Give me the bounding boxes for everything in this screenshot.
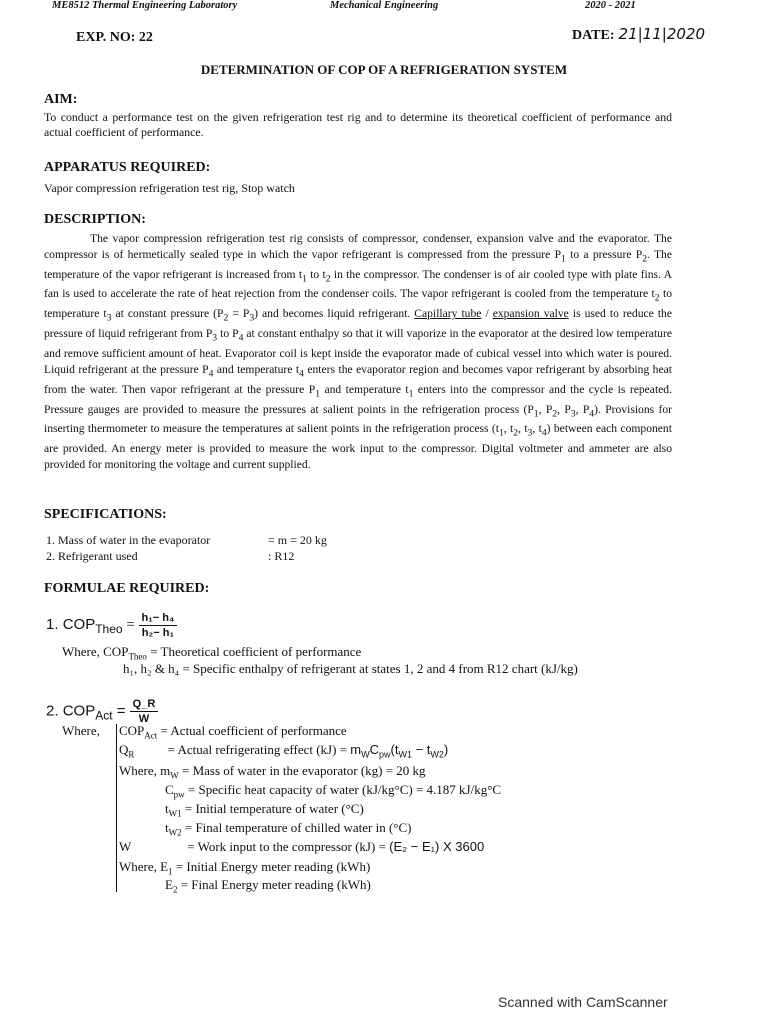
experiment-number <box>76 30 153 46</box>
date-label: DATE: <box>572 28 615 43</box>
def-cop-act: $COP_{Act}$ = Actual coefficient of performance <box>119 723 347 741</box>
def-tw2: $t_{W2}$ = Final temperature of chilled water in (°C) <box>165 820 412 838</box>
def-work-input: W = Work input to the compressor (kJ) = (E₂ − E₁) X 3600 <box>119 839 485 854</box>
def-cpw: $C_{pw}$ = Specific heat capacity of water (kJ/kg°C) = 4.187 kJ/kg°C <box>165 782 502 800</box>
apparatus-heading: APPARATUS REQUIRED: <box>44 160 211 175</box>
where-bracket-line <box>116 724 117 892</box>
description-text: The vapor compression refrigeration test rig consists of compressor, condenser, expansion valve and the evaporator. The compressor is of hermetically sealed type in which the vapor refrigerant is compressed from the pressure $P_1$ to a pressure $P_2$. The temperature of the vapor refrigerant is increased from $t_1$ to $t_2$ in the compressor. The condenser is of air cooled type with plate fins. A fan is used to accelerate the rate of heat rejection from the condenser coils. The vapor refrigerant is cooled from the temperature $t_2$ to temperature $t_3$ at constant pressure $(P_2 = P_3)$ and becomes liquid refrigerant. Capillary tube / expansion valve is used to reduce the pressure of liquid refrigerant from $P_3$ to $P_4$ at constant enthalpy so that it will vaporize in the evaporator at the desired low temperature and remove sufficient amount of heat. Evaporator coil is kept inside the evaporator made of cubical vessel into which water is poured. Liquid refrigerant at the pressure $P_4$ and temperature $t_4$ enters the evaporator region and becomes vapor refrigerant by absorbing heat from the water. Then vapor refrigerant at the pressure $P_1$ and temperature $t_1$ enters into the compressor and the cycle is repeated. Pressure gauges are provided to measure the pressures at salient points in the refrigeration process ($P_1$, $P_2$, $P_3$, $P_4$). Provisions for inserting thermometer to measure the temperatures at salient points in the refrigeration process ($t_1$, $t_2$, $t_3$, $t_4$) between each component are provided. An energy meter is provided to measure the work input to the compressor. Digital voltmeter and ammeter are also provided for monitoring the voltage and current supplied. <box>44 232 673 471</box>
spec-item-refrigerant: 2. Refrigerant used : R12 <box>46 549 295 563</box>
header-department: Mechanical Engineering <box>330 0 439 11</box>
def-e1: Where, $E_1$ = Initial Energy meter reading (kWh) <box>119 859 371 877</box>
def-mass-water: Where, $m_W$ = Mass of water in the evaporator (kg) = 20 kg <box>119 763 426 781</box>
def-tw1: $t_{W1}$ = Initial temperature of water (°C) <box>165 801 364 819</box>
fraction-act: $\frac{Q\_R}{W}$ <box>130 698 159 725</box>
exp-label: EXP. NO: <box>76 30 136 45</box>
date-value: 21|11|2020 <box>618 25 705 43</box>
def-e2: $E_2$ = Final Energy meter reading (kWh) <box>165 877 371 895</box>
capillary-tube-link: Capillary tube <box>414 307 482 321</box>
aim-heading: AIM: <box>44 92 78 107</box>
formula-cop-theoretical: 1. $COP_{Theo}$ = $\frac{\text{h₁− h₄}}{\text{h₂− h₁}}$ <box>46 612 177 639</box>
expansion-valve-link: expansion valve <box>492 307 569 321</box>
def-where-label: Where, <box>62 723 100 738</box>
specifications-heading: SPECIFICATIONS: <box>44 507 167 522</box>
header-course: ME8512 Thermal Engineering Laboratory <box>52 0 238 11</box>
formula-theo-where: Where, $COP_{Theo}$ = Theoretical coefficient of performance <box>62 644 362 662</box>
page-title: DETERMINATION OF COP OF A REFRIGERATION SYSTEM <box>200 62 568 77</box>
scanner-watermark: Scanned with CamScanner <box>498 994 668 1010</box>
exp-value: 22 <box>138 30 153 45</box>
header-year: 2020 - 2021 <box>585 0 636 11</box>
formulae-heading: FORMULAE REQUIRED: <box>44 581 210 596</box>
apparatus-text: Vapor compression refrigeration test rig, Stop watch <box>44 181 295 195</box>
formula-theo-enthalpy: h₁, h₂ & h₄ = Specific enthalpy of refrigerant at states 1, 2 and 4 from R12 chart (kJ/kg) <box>123 661 578 676</box>
def-qr: $Q_R$ = Actual refrigerating effect $(kJ) = m_WC_{pw}(t_{W1} - t_{W2})$ <box>119 742 449 760</box>
description-heading: DESCRIPTION: <box>44 212 146 227</box>
fraction-theo: $\frac{\text{h₁− h₄}}{\text{h₂− h₁}}$ <box>139 612 178 639</box>
formula-cop-actual: 2. $COP_{Act}$ = $\frac{Q\_R}{W}$ <box>46 698 158 725</box>
experiment-date <box>572 25 705 44</box>
spec-item-water-mass: 1. Mass of water in the evaporator = m = 20 kg <box>46 533 327 547</box>
aim-text: To conduct a performance test on the given refrigeration test rig and to determine its theoretical coefficient of performance and actual coefficient of performance. <box>44 110 672 139</box>
